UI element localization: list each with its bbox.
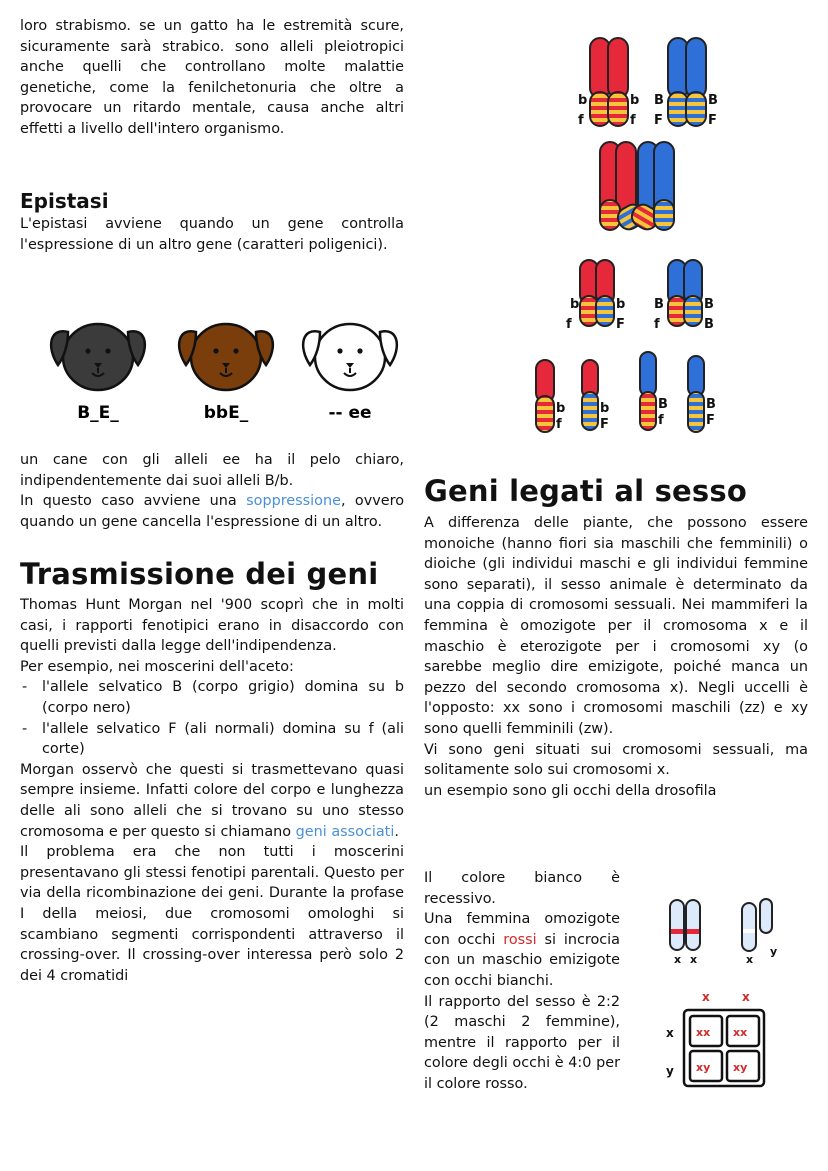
label-F: F — [616, 317, 625, 332]
label-f: f — [566, 317, 572, 332]
dog-genotype-2: bbE_ — [203, 403, 249, 423]
label-f: f — [658, 413, 664, 428]
list-item: - l'allele selvatico B (corpo grigio) domina su b (corpo nero) — [20, 677, 404, 718]
chrom-label-x: x — [674, 953, 682, 966]
label-b: b — [600, 401, 610, 416]
list-item: - l'allele selvatico F (ali normali) domina su f (ali corte) — [20, 719, 404, 760]
label-B: B — [706, 397, 716, 412]
label-f: f — [630, 113, 636, 128]
label-F: F — [654, 113, 663, 128]
dog-black — [51, 324, 145, 390]
punnett-top-x: x — [742, 990, 750, 1004]
label-b: b — [570, 297, 580, 312]
label-f: f — [556, 417, 562, 432]
recombined-red-pair — [580, 260, 614, 326]
label-b: b — [578, 93, 588, 108]
crossing-over-chromosomes — [600, 142, 674, 233]
allele-list — [20, 677, 404, 759]
eye-color-text: Il colore bianco è recessivo. Una femmina omozigote con occhi rossi si incrocia con un maschio emizigote con occhi bianchi. Il rapporto del sesso è 2:2 (2 maschi 2 femmine), mentre il rapporto per il colore degli occhi è 4:0 per il colore rosso. — [424, 870, 621, 1092]
chrom-label-x: x — [690, 953, 698, 966]
label-B: B — [704, 317, 714, 332]
dogs-illustration — [50, 312, 410, 432]
dog-brown — [179, 324, 273, 390]
label-F: F — [600, 417, 609, 432]
red-chromosome-pair — [590, 38, 628, 126]
punnett-side-x: x — [666, 1026, 674, 1040]
label-b: b — [630, 93, 640, 108]
dog-genotype-1: B_E_ — [77, 403, 119, 423]
epistasis-heading: Epistasi — [20, 189, 109, 213]
label-B: B — [654, 297, 664, 312]
sex-chromosomes-diagram — [660, 895, 820, 975]
chrom-label-x: x — [746, 953, 754, 966]
soppressione-highlight: soppressione — [246, 493, 341, 510]
dog-white — [303, 324, 397, 390]
crossing-over-diagram — [520, 30, 740, 440]
rossi-highlight: rossi — [503, 931, 537, 948]
intro-paragraph: loro strabismo. se un gatto ha le estremità scure, sicuramente sarà strabico. sono alleli pleiotropici anche quelli che controllano molte malattie genetiche, come la fenilchetonuria che oltre a provocare un ritardo mentale, causa anche altri effetti a livello dell'intero organismo. — [20, 18, 404, 137]
label-b: b — [556, 401, 566, 416]
epistasis-text: L'epistasi avviene quando un gene controlla l'espressione di un altro gene (caratteri poligenici). — [20, 216, 404, 253]
label-F: F — [708, 113, 717, 128]
recombined-blue-pair — [668, 260, 702, 326]
punnett-side-y: y — [666, 1064, 674, 1078]
morgan-section: Thomas Hunt Morgan nel '900 scoprì che in molti casi, i rapporti fenotipici erano in disaccordo con quelli previsti dalla legge dell'indipendenza. Per esempio, nei moscerini dell'aceto: - l'allele selvatico B (corpo grigio) domina su b (corpo nero) - l'allele selvatico F (ali normali) domina su f (ali corte) Morgan osservò che questi si trasmettevano quasi sempre insieme. Infatti colore del corpo e lunghezza delle ali sono alleli che si trovano su uno stesso cromosoma e per questo si chiamano geni associati. Il problema era che non tutti i moscerini presentavano gli stessi fenotipi parentali. Questo per via della ricombinazione dei geni. Durante la profase I della meiosi, due cromosomi omologhi si scambiano segmenti corrispondenti attraverso il crossing-over. Il crossing-over interessa però solo 2 dei 4 cromatidi — [20, 595, 404, 986]
label-B: B — [708, 93, 718, 108]
punnett-cell: xx — [733, 1026, 748, 1039]
dog-genotype-3: -- ee — [328, 403, 372, 423]
chrom-label-y: y — [770, 945, 778, 958]
label-B: B — [654, 93, 664, 108]
label-f: f — [654, 317, 660, 332]
label-f: f — [578, 113, 584, 128]
female-xx-chromosomes — [670, 900, 700, 950]
punnett-cell: xy — [696, 1061, 711, 1074]
sex-linked-heading: Geni legati al sesso — [424, 474, 747, 508]
transmission-heading: Trasmissione dei geni — [20, 557, 379, 591]
male-xy-chromosomes — [742, 899, 772, 951]
geni-associati-highlight: geni associati — [295, 823, 395, 840]
punnett-cell: xx — [696, 1026, 711, 1039]
label-B: B — [704, 297, 714, 312]
label-F: F — [706, 413, 715, 428]
punnett-cell: xy — [733, 1061, 748, 1074]
punnett-grid — [684, 1010, 764, 1086]
label-B: B — [658, 397, 668, 412]
punnett-square — [664, 985, 794, 1095]
label-b: b — [616, 297, 626, 312]
sex-linked-text: A differenza delle piante, che possono essere monoiche (hanno fiori sia maschili che femminili) o dioiche (gli individui maschi e gli individui femmine sono separati), il sesso animale è determinato da una coppia di cromosomi sessuali. Nei mammiferi la femmina è omozigote per il cromosoma x e il maschio è eterozigote per i cromosomi xy (o sarebbe meglio dire emizigote, poiché manca un pezzo del secondo cromosoma x). Negli uccelli è l'opposto: xx sono i cromosomi maschili (zz) e xy sono quelli femminili (zw). Vi sono geni situati sui cromosomi sessuali, ma solitamente solo sui cromosomi x. un esempio sono gli occhi della drosofila — [424, 515, 808, 799]
blue-chromosome-pair — [668, 38, 706, 126]
dog-paragraph: un cane con gli alleli ee ha il pelo chiaro, indipendentemente dai suoi alleli B/b. In questo caso avviene una soppressione, ovvero quando un gene cancella l'espressione di un altro. — [20, 452, 404, 530]
punnett-top-x: x — [702, 990, 710, 1004]
